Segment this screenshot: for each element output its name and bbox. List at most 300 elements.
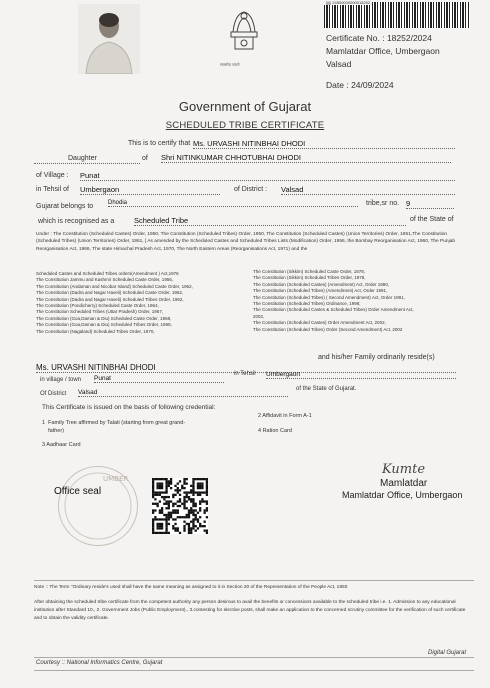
qr-module bbox=[204, 521, 206, 523]
qr-module bbox=[181, 485, 183, 487]
qr-code bbox=[152, 478, 208, 534]
qr-module bbox=[190, 527, 192, 529]
credential-item: 4 Ration Card bbox=[258, 428, 292, 434]
list-item: 2002, bbox=[253, 313, 265, 319]
qr-module bbox=[161, 523, 163, 525]
qr-module bbox=[159, 478, 161, 480]
qr-module bbox=[168, 532, 170, 534]
qr-module bbox=[163, 503, 165, 505]
qr-module bbox=[197, 521, 199, 523]
list-item: The Constitution (Scheduled Tribes) (Amendment) Act, Order 1991, bbox=[253, 288, 388, 294]
qr-module bbox=[163, 514, 165, 516]
qr-module bbox=[204, 509, 206, 511]
qr-module bbox=[195, 530, 197, 532]
qr-module bbox=[188, 523, 190, 525]
qr-module bbox=[199, 503, 201, 505]
qr-module bbox=[206, 489, 208, 491]
qr-module bbox=[159, 494, 161, 496]
barcode-number: ||||| 24550000000018252 bbox=[326, 0, 371, 5]
qr-module bbox=[186, 478, 188, 480]
qr-module bbox=[179, 505, 181, 507]
qr-module bbox=[179, 532, 181, 534]
qr-module bbox=[172, 518, 174, 520]
qr-module bbox=[161, 518, 163, 520]
qr-module bbox=[163, 478, 165, 480]
qr-module bbox=[183, 505, 185, 507]
list-item: The Constitution (Scheduled Tribes) Ordinance, 1996; bbox=[253, 301, 361, 307]
signatory-office: Mamlatdar Office, Umbergaon bbox=[342, 490, 463, 500]
list-item: The Constitution (Andaman and Nicobar Island) Scheduled Caste Order, 1962, bbox=[36, 283, 193, 289]
digital-gujarat-text: Digital Gujarat bbox=[428, 650, 467, 656]
qr-module bbox=[206, 494, 208, 496]
qr-module bbox=[165, 527, 167, 529]
signature-scribble: Kumte bbox=[382, 462, 426, 477]
qr-module bbox=[156, 482, 158, 484]
qr-module bbox=[179, 498, 181, 500]
list-item: The Constitution (Scheduled Castes) Order Amendment Act, 2002, bbox=[253, 320, 386, 326]
qr-module bbox=[163, 496, 165, 498]
qr-module bbox=[170, 480, 172, 482]
qr-module bbox=[204, 530, 206, 532]
qr-module bbox=[177, 500, 179, 502]
qr-module bbox=[183, 478, 185, 480]
qr-module bbox=[199, 478, 201, 480]
page-title: Government of Gujarat bbox=[178, 99, 312, 114]
list-item: The Constitution (Scheduled Castes) (Amendment) Act, Order 1990, bbox=[253, 281, 390, 287]
qr-module bbox=[183, 530, 185, 532]
qr-module bbox=[201, 478, 203, 480]
qr-module bbox=[159, 532, 161, 534]
qr-module bbox=[204, 525, 206, 527]
qr-module bbox=[190, 521, 192, 523]
list-item: The Constitution (Scheduled Tribes) Order (Second Amendment) Act, 2002 bbox=[253, 326, 403, 332]
list-item: The Constitution (Sikkim) Scheduled Caste Order, 1978, bbox=[253, 269, 366, 274]
qr-module bbox=[156, 527, 158, 529]
qr-module bbox=[199, 494, 201, 496]
qr-module bbox=[165, 532, 167, 534]
qr-module bbox=[192, 480, 194, 482]
qr-module bbox=[195, 514, 197, 516]
qr-module bbox=[172, 505, 174, 507]
qr-module bbox=[152, 512, 154, 514]
qr-module bbox=[177, 516, 179, 518]
qr-module bbox=[168, 485, 170, 487]
credential-item: 3 Aadhaar Card bbox=[42, 442, 81, 448]
qr-module bbox=[192, 500, 194, 502]
qr-module bbox=[201, 487, 203, 489]
of-label: of bbox=[142, 155, 148, 162]
qr-module bbox=[168, 505, 170, 507]
qr-module bbox=[186, 523, 188, 525]
qr-module bbox=[165, 491, 167, 493]
certify-label: This is to certify that bbox=[128, 140, 191, 147]
qr-module bbox=[197, 487, 199, 489]
qr-module bbox=[165, 516, 167, 518]
family-district-label: Of District bbox=[40, 391, 67, 397]
qr-module bbox=[152, 532, 154, 534]
qr-module bbox=[192, 527, 194, 529]
qr-module bbox=[181, 516, 183, 518]
qr-module bbox=[204, 500, 206, 502]
qr-module bbox=[186, 482, 188, 484]
qr-module bbox=[177, 505, 179, 507]
qr-module bbox=[165, 480, 167, 482]
qr-module bbox=[177, 527, 179, 529]
qr-module bbox=[179, 489, 181, 491]
qr-module bbox=[183, 527, 185, 529]
qr-module bbox=[154, 509, 156, 511]
qr-module bbox=[188, 525, 190, 527]
qr-module bbox=[156, 494, 158, 496]
seal-ring-text: UMBER bbox=[103, 475, 129, 483]
qr-module bbox=[159, 482, 161, 484]
qr-module bbox=[190, 485, 192, 487]
qr-module bbox=[152, 491, 154, 493]
qr-module bbox=[154, 478, 156, 480]
certificate-title: SCHEDULED TRIBE CERTIFICATE bbox=[165, 120, 325, 131]
qr-module bbox=[183, 500, 185, 502]
qr-module bbox=[195, 518, 197, 520]
qr-module bbox=[172, 525, 174, 527]
state-label: of the State of bbox=[410, 216, 454, 223]
qr-module bbox=[186, 516, 188, 518]
qr-module bbox=[165, 518, 167, 520]
qr-module bbox=[174, 518, 176, 520]
qr-module bbox=[199, 525, 201, 527]
qr-module bbox=[165, 530, 167, 532]
qr-module bbox=[197, 512, 199, 514]
qr-module bbox=[165, 478, 167, 480]
qr-module bbox=[156, 505, 158, 507]
qr-module bbox=[192, 521, 194, 523]
qr-module bbox=[206, 487, 208, 489]
qr-module bbox=[190, 489, 192, 491]
qr-module bbox=[168, 512, 170, 514]
qr-module bbox=[152, 518, 154, 520]
recognised-value: Scheduled Tribe bbox=[134, 216, 406, 226]
qr-module bbox=[181, 503, 183, 505]
relation-underline bbox=[34, 163, 140, 164]
qr-module bbox=[165, 500, 167, 502]
qr-module bbox=[170, 500, 172, 502]
qr-module bbox=[190, 532, 192, 534]
issuer-district: Valsad bbox=[326, 59, 352, 69]
qr-module bbox=[165, 525, 167, 527]
qr-module bbox=[152, 480, 154, 482]
qr-module bbox=[183, 491, 185, 493]
qr-module bbox=[188, 516, 190, 518]
orders-paragraph: Under : The Constitution (Scheduled Castes) Order, 1950, The Constitution (Scheduled Tribes) Order, 1950, The Constitution (Scheduled Castes) (Union Territories) Order, 1951,The Constitution (Scheduled Tribes) (Union Territories) Order, 1951, [ As amended by the Scheduled Castes and Scheduled Tribes Lists (Modification) Order, 1956, the Bombay Reorganisation Act, 1960, The Punjab Reorganisation Act, 1966, The state Himachal Pradesh Act, 1970, The North Eastern Areas (Reorganisations Act, 1971) and the bbox=[36, 232, 455, 252]
qr-module bbox=[204, 491, 206, 493]
footer-divider-bottom bbox=[34, 670, 474, 671]
qr-module bbox=[174, 512, 176, 514]
qr-module bbox=[165, 514, 167, 516]
qr-module bbox=[192, 485, 194, 487]
qr-module bbox=[152, 485, 154, 487]
qr-module bbox=[159, 512, 161, 514]
qr-module bbox=[156, 487, 158, 489]
qr-module bbox=[154, 503, 156, 505]
list-item: The Constitution (Goa,Daman & Diu) Scheduled Tribes Order, 1968, bbox=[36, 322, 172, 328]
qr-module bbox=[172, 512, 174, 514]
qr-module bbox=[152, 521, 154, 523]
qr-module bbox=[190, 530, 192, 532]
qr-module bbox=[199, 487, 201, 489]
family-state-label: of the State of Gujarat. bbox=[296, 386, 357, 392]
qr-module bbox=[163, 532, 165, 534]
qr-module bbox=[174, 523, 176, 525]
qr-module bbox=[168, 518, 170, 520]
qr-module bbox=[168, 514, 170, 516]
qr-module bbox=[156, 485, 158, 487]
qr-module bbox=[174, 489, 176, 491]
qr-module bbox=[206, 500, 208, 502]
qr-module bbox=[154, 516, 156, 518]
qr-module bbox=[168, 503, 170, 505]
certificate-date-line bbox=[326, 80, 394, 90]
qr-module bbox=[199, 523, 201, 525]
issuer-office: Mamlatdar Office, Umbergaon bbox=[326, 46, 440, 56]
qr-module bbox=[161, 525, 163, 527]
list-item: The Constitution Jammu and Kashmir Scheduled Caste Order, 1956, bbox=[36, 277, 174, 283]
qr-module bbox=[165, 485, 167, 487]
qr-module bbox=[168, 482, 170, 484]
qr-module bbox=[190, 509, 192, 511]
qr-module bbox=[195, 491, 197, 493]
qr-module bbox=[186, 507, 188, 509]
qr-module bbox=[168, 480, 170, 482]
qr-module bbox=[188, 532, 190, 534]
qr-module bbox=[195, 525, 197, 527]
courtesy-text: Courtesy :: National Informatics Centre, Gujarat bbox=[36, 660, 163, 666]
qr-module bbox=[195, 478, 197, 480]
district-label: of District : bbox=[234, 186, 268, 193]
qr-module bbox=[188, 509, 190, 511]
qr-module bbox=[192, 525, 194, 527]
qr-module bbox=[199, 507, 201, 509]
qr-module bbox=[204, 512, 206, 514]
signatory-title: Mamlatdar bbox=[380, 478, 428, 489]
qr-module bbox=[168, 496, 170, 498]
qr-module bbox=[156, 523, 158, 525]
qr-module bbox=[159, 527, 161, 529]
family-village-label: in village / town bbox=[40, 377, 82, 383]
list-item: The Constitution (Dadra and Nagar Haveli) Scheduled Caste Order, 1962, bbox=[36, 290, 184, 296]
qr-module bbox=[177, 530, 179, 532]
qr-module bbox=[165, 503, 167, 505]
qr-module bbox=[192, 518, 194, 520]
qr-module bbox=[197, 482, 199, 484]
qr-module bbox=[192, 514, 194, 516]
qr-module bbox=[199, 485, 201, 487]
family-reside-suffix: and his/her Family ordinarily reside(s) bbox=[318, 354, 435, 361]
qr-module bbox=[192, 478, 194, 480]
qr-module bbox=[199, 491, 201, 493]
tehsil-label: in Tehsil of bbox=[36, 186, 69, 193]
qr-module bbox=[179, 494, 181, 496]
qr-module bbox=[174, 503, 176, 505]
qr-module bbox=[163, 498, 165, 500]
tehsil-value: Umbergaon bbox=[80, 185, 220, 195]
qr-module bbox=[156, 478, 158, 480]
qr-module bbox=[201, 485, 203, 487]
qr-module bbox=[152, 525, 154, 527]
qr-module bbox=[190, 500, 192, 502]
credential-basis: This Certificate is issued on the basis of following credential: bbox=[42, 404, 216, 411]
family-tehsil-value: Umbergaon bbox=[266, 371, 456, 379]
qr-module bbox=[154, 494, 156, 496]
qr-module bbox=[174, 530, 176, 532]
national-emblem-icon bbox=[221, 6, 267, 62]
qr-module bbox=[168, 500, 170, 502]
qr-module bbox=[156, 532, 158, 534]
qr-module bbox=[183, 487, 185, 489]
divider bbox=[34, 580, 474, 581]
qr-module bbox=[163, 491, 165, 493]
qr-module bbox=[159, 500, 161, 502]
qr-module bbox=[159, 491, 161, 493]
certificate-barcode bbox=[324, 2, 470, 28]
qr-module bbox=[170, 512, 172, 514]
qr-module bbox=[192, 482, 194, 484]
emblem-caption: सत्यमेव जयते bbox=[220, 62, 240, 67]
list-item: The Constitution (Scheduled Tribes) ( Second Amendment) Act, Order 1991, bbox=[253, 294, 405, 300]
qr-module bbox=[177, 491, 179, 493]
qr-module bbox=[186, 494, 188, 496]
recognised-label: which is recognised as a bbox=[38, 218, 115, 225]
qr-module bbox=[161, 485, 163, 487]
qr-module bbox=[190, 498, 192, 500]
qr-module bbox=[172, 527, 174, 529]
list-item: The Constitution (Dadra and Nagar Haveli) Scheduled Tribes Order, 1962, bbox=[36, 296, 184, 302]
ordinary-reside-note: Note :: The Term "Ordinary reside's used shall have the same meaning as assigned to it in Section 20 of the Representation of the People Act, 1950 bbox=[34, 585, 348, 590]
qr-module bbox=[152, 530, 154, 532]
date-label: Date : bbox=[326, 80, 349, 90]
qr-module bbox=[161, 482, 163, 484]
qr-module bbox=[206, 485, 208, 487]
qr-module bbox=[170, 482, 172, 484]
office-seal-stamp bbox=[58, 466, 138, 546]
qr-module bbox=[192, 509, 194, 511]
qr-module bbox=[197, 485, 199, 487]
qr-module bbox=[152, 494, 154, 496]
qr-module bbox=[206, 480, 208, 482]
credential-item: 2 Affidavit in Form A-1 bbox=[258, 413, 312, 419]
qr-module bbox=[172, 496, 174, 498]
qr-module bbox=[183, 482, 185, 484]
qr-module bbox=[161, 512, 163, 514]
qr-module bbox=[170, 516, 172, 518]
father-name: Shri NITINKUMAR CHHOTUBHAI DHODI bbox=[161, 153, 451, 163]
qr-module bbox=[195, 516, 197, 518]
qr-module bbox=[177, 512, 179, 514]
qr-module bbox=[163, 518, 165, 520]
qr-module bbox=[183, 525, 185, 527]
qr-module bbox=[206, 491, 208, 493]
qr-module bbox=[177, 482, 179, 484]
qr-module bbox=[154, 498, 156, 500]
qr-module bbox=[199, 482, 201, 484]
qr-module bbox=[201, 498, 203, 500]
qr-module bbox=[192, 503, 194, 505]
qr-module bbox=[152, 503, 154, 505]
qr-module bbox=[183, 503, 185, 505]
qr-module bbox=[201, 491, 203, 493]
qr-module bbox=[192, 489, 194, 491]
qr-module bbox=[206, 530, 208, 532]
tribe-sr-label: tribe,sr no. bbox=[366, 200, 400, 207]
family-village-value: Punat bbox=[94, 375, 224, 383]
qr-module bbox=[159, 509, 161, 511]
qr-module bbox=[152, 509, 154, 511]
qr-module bbox=[199, 500, 201, 502]
qr-module bbox=[161, 509, 163, 511]
qr-module bbox=[165, 521, 167, 523]
qr-module bbox=[152, 478, 154, 480]
qr-module bbox=[197, 494, 199, 496]
qr-module bbox=[188, 514, 190, 516]
qr-module bbox=[188, 496, 190, 498]
qr-module bbox=[152, 489, 154, 491]
list-item: The Constitution (Pondicherry) Scheduled Caste Order, 1964, bbox=[36, 303, 159, 309]
qr-module bbox=[172, 503, 174, 505]
qr-module bbox=[188, 527, 190, 529]
qr-module bbox=[190, 491, 192, 493]
qr-module bbox=[192, 491, 194, 493]
qr-module bbox=[186, 491, 188, 493]
qr-module bbox=[204, 478, 206, 480]
qr-module bbox=[170, 514, 172, 516]
certificate-no: 18252/2024 bbox=[386, 33, 432, 43]
qr-module bbox=[152, 496, 154, 498]
qr-module bbox=[179, 516, 181, 518]
qr-module bbox=[174, 485, 176, 487]
qr-module bbox=[156, 491, 158, 493]
qr-module bbox=[156, 518, 158, 520]
qr-module bbox=[172, 509, 174, 511]
qr-module bbox=[183, 498, 185, 500]
qr-module bbox=[192, 523, 194, 525]
qr-module bbox=[159, 518, 161, 520]
district-value: Valsad bbox=[281, 185, 455, 195]
qr-module bbox=[183, 516, 185, 518]
certificate-no-label: Certificate No. : bbox=[326, 33, 385, 43]
qr-module bbox=[154, 491, 156, 493]
qr-module bbox=[174, 509, 176, 511]
list-item: The Constitution (Goa,Daman & Diu) Scheduled Caste Order, 1968, bbox=[36, 315, 172, 321]
qr-module bbox=[161, 496, 163, 498]
qr-module bbox=[206, 509, 208, 511]
qr-module bbox=[192, 512, 194, 514]
family-applicant-name: Ms. URVASHI NITINBHAI DHODI bbox=[36, 363, 456, 373]
qr-module bbox=[201, 525, 203, 527]
qr-module bbox=[159, 487, 161, 489]
qr-module bbox=[156, 525, 158, 527]
qr-module bbox=[165, 487, 167, 489]
family-tehsil-label: in Tehsil bbox=[234, 371, 256, 377]
qr-module bbox=[165, 482, 167, 484]
qr-module bbox=[177, 489, 179, 491]
qr-module bbox=[183, 507, 185, 509]
qr-module bbox=[172, 494, 174, 496]
tribe-sr-no: 9 bbox=[406, 199, 454, 209]
qr-module bbox=[188, 498, 190, 500]
family-district-value: Valsad bbox=[78, 389, 288, 397]
qr-module bbox=[199, 516, 201, 518]
qr-module bbox=[195, 509, 197, 511]
village-value: Punat bbox=[80, 171, 455, 181]
qr-module bbox=[161, 532, 163, 534]
